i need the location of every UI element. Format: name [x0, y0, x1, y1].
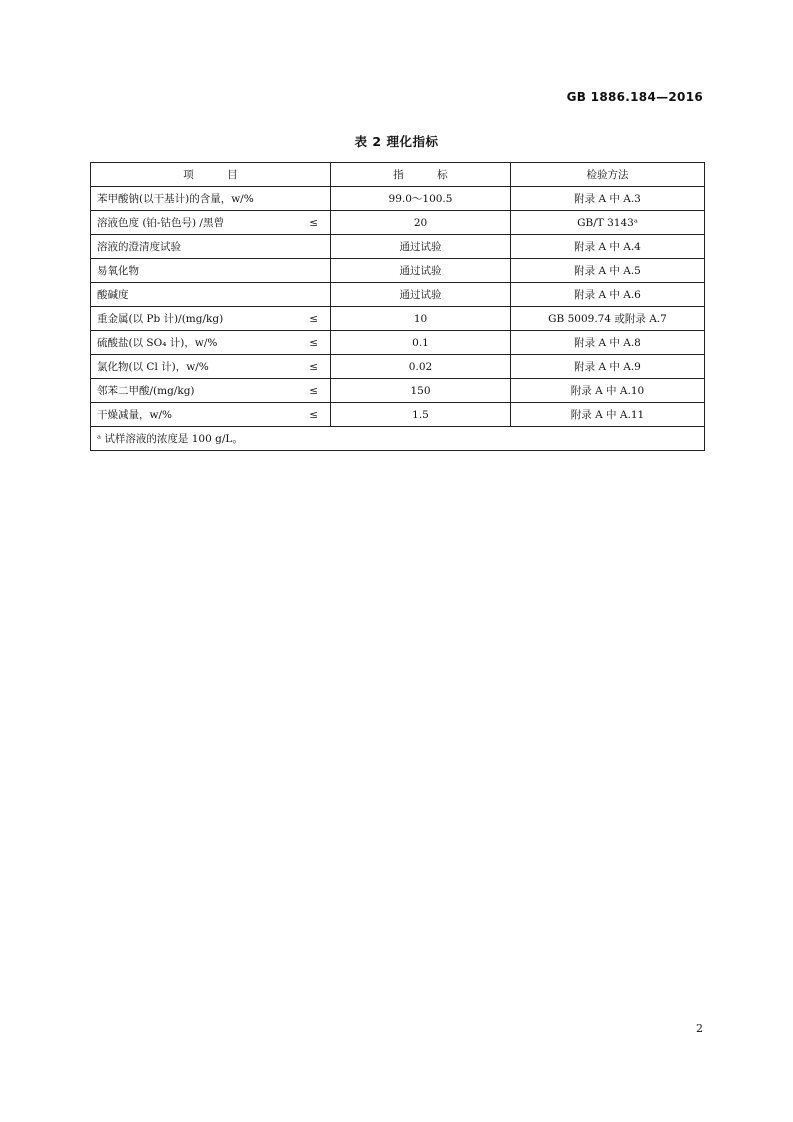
table-row [91, 331, 705, 355]
item-label: 氯化物(以 Cl 计)，w/% [97, 361, 209, 373]
cell-method: 附录 A 中 A.10 [511, 379, 705, 403]
cell-method: 附录 A 中 A.5 [511, 259, 705, 283]
cell-item [91, 307, 331, 331]
table-header-row [91, 163, 705, 187]
operator-symbol: ≤ [309, 408, 318, 421]
table-row [91, 283, 705, 307]
table-title: 表 2 理化指标 [354, 134, 439, 149]
footnote-row [91, 427, 705, 451]
cell-item [91, 211, 331, 235]
table-row [91, 355, 705, 379]
cell-limit: 99.0～100.5 [331, 187, 511, 211]
cell-method: GB/T 3143ᵃ [511, 211, 705, 235]
table-row [91, 307, 705, 331]
spec-table [90, 162, 705, 451]
item-label: 易氧化物 [97, 265, 139, 277]
table-row [91, 211, 705, 235]
cell-item [91, 283, 331, 307]
cell-item [91, 259, 331, 283]
item-label: 干燥减量，w/% [97, 409, 173, 421]
standard-code: GB 1886.184—2016 [566, 90, 703, 104]
table-footnote: ᵃ 试样溶液的浓度是 100 g/L。 [91, 427, 705, 451]
cell-limit: 0.02 [331, 355, 511, 379]
cell-limit: 20 [331, 211, 511, 235]
cell-item [91, 235, 331, 259]
item-label: 溶液色度 (铂-钴色号) /黑曾 [97, 217, 224, 229]
cell-limit: 1.5 [331, 403, 511, 427]
operator-symbol: ≤ [309, 312, 318, 325]
item-label: 酸碱度 [97, 289, 129, 301]
cell-method: 附录 A 中 A.11 [511, 403, 705, 427]
table-row [91, 187, 705, 211]
cell-item [91, 355, 331, 379]
cell-limit: 150 [331, 379, 511, 403]
table-row [91, 259, 705, 283]
operator-symbol: ≤ [309, 336, 318, 349]
table-row [91, 379, 705, 403]
cell-method: 附录 A 中 A.6 [511, 283, 705, 307]
item-label: 硫酸盐(以 SO₄ 计)，w/% [97, 337, 218, 349]
cell-limit: 通过试验 [331, 283, 511, 307]
cell-method: 附录 A 中 A.3 [511, 187, 705, 211]
cell-item [91, 379, 331, 403]
cell-item [91, 331, 331, 355]
cell-item [91, 187, 331, 211]
page-number: 2 [696, 1022, 703, 1035]
operator-symbol: ≤ [309, 384, 318, 397]
cell-method: 附录 A 中 A.4 [511, 235, 705, 259]
table-row [91, 403, 705, 427]
item-label: 溶液的澄清度试验 [97, 241, 181, 253]
cell-limit: 通过试验 [331, 259, 511, 283]
table-row [91, 235, 705, 259]
cell-limit: 10 [331, 307, 511, 331]
column-header-method: 检验方法 [511, 163, 705, 187]
item-label: 重金属(以 Pb 计)/(mg/kg) [97, 313, 224, 325]
cell-method: 附录 A 中 A.9 [511, 355, 705, 379]
cell-method: 附录 A 中 A.8 [511, 331, 705, 355]
cell-limit: 0.1 [331, 331, 511, 355]
table-body [91, 187, 705, 427]
cell-item [91, 403, 331, 427]
cell-method: GB 5009.74 或附录 A.7 [511, 307, 705, 331]
operator-symbol: ≤ [309, 216, 318, 229]
column-header-limit: 指 标 [331, 163, 511, 187]
operator-symbol: ≤ [309, 360, 318, 373]
item-label: 邻苯二甲酸/(mg/kg) [97, 385, 195, 397]
item-label: 苯甲酸钠(以干基计)的含量，w/% [97, 193, 254, 205]
column-header-item: 项 目 [91, 163, 331, 187]
cell-limit: 通过试验 [331, 235, 511, 259]
